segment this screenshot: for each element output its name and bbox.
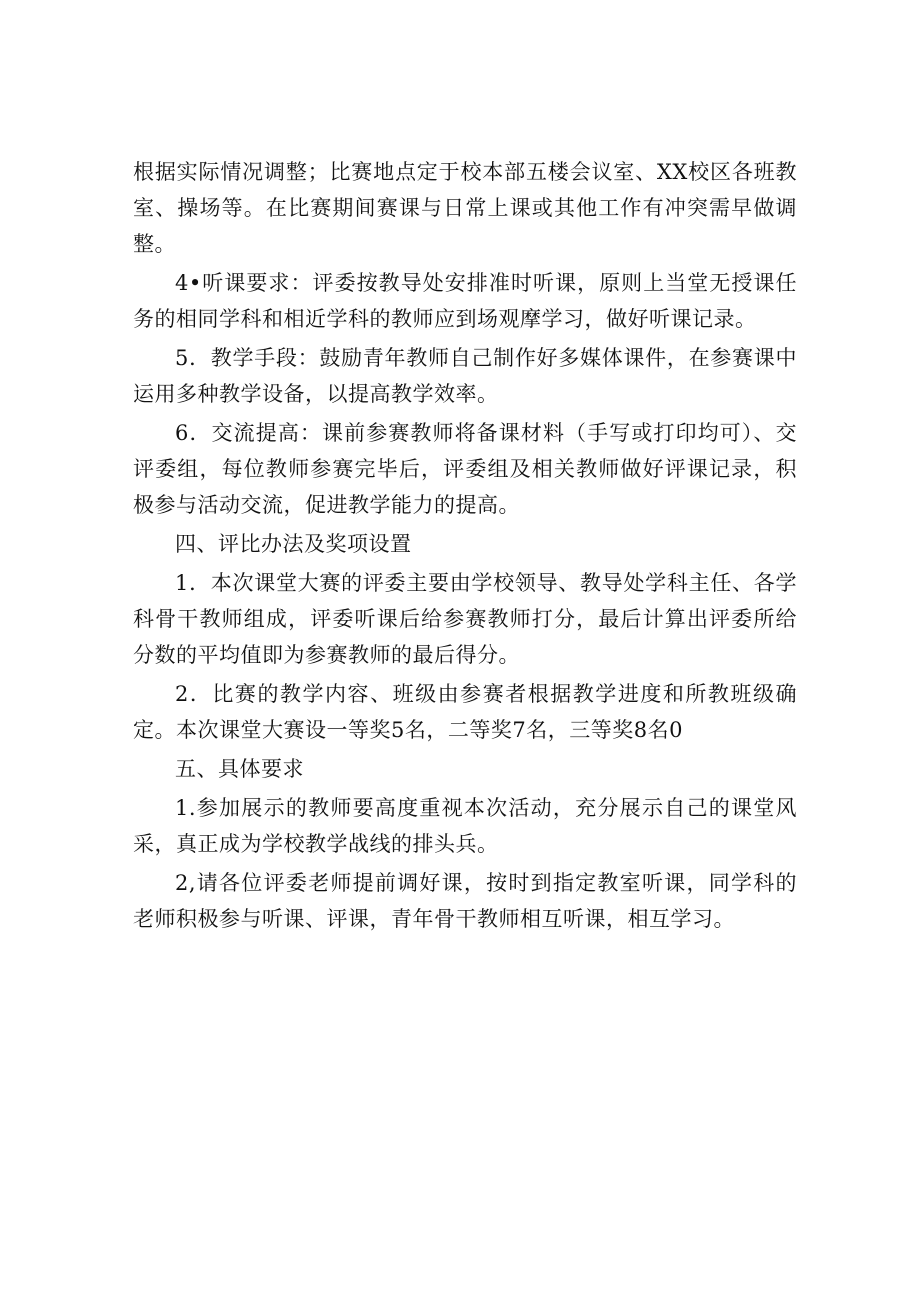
section-heading-requirements: 五、具体要求 <box>175 757 304 781</box>
paragraph-awards: 2．比赛的教学内容、班级由参赛者根据教学进度和所教班级确定。本次课堂大赛设一等奖5名，二等奖7名，三等奖8名0 <box>133 682 797 742</box>
paragraph-requirement-1: 1.参加展示的教师要高度重视本次活动，充分展示自己的课堂风采，真正成为学校教学战线的排头兵。 <box>133 796 797 856</box>
document-body <box>133 154 797 940</box>
paragraph-continuation: 根据实际情况调整；比赛地点定于校本部五楼会议室、XX校区各班教室、操场等。在比赛期间赛课与日常上课或其他工作有冲突需早做调整。 <box>133 160 797 256</box>
section-heading-evaluation: 四、评比办法及奖项设置 <box>175 532 412 556</box>
paragraph-teaching-means: 5．教学手段：鼓励青年教师自己制作好多媒体课件，在参赛课中运用多种教学设备，以提高教学效率。 <box>133 346 797 406</box>
paragraph-exchange-improvement: 6．交流提高：课前参赛教师将备课材料（手写或打印均可）、交评委组，每位教师参赛完毕后，评委组及相关教师做好评课记录，积极参与活动交流，促进教学能力的提高。 <box>133 421 797 517</box>
paragraph-judges: 1．本次课堂大赛的评委主要由学校领导、教导处学科主任、各学科骨干教师组成，评委听课后给参赛教师打分，最后计算出评委所给分数的平均值即为参赛教师的最后得分。 <box>133 571 797 667</box>
paragraph-listening-requirements: 4•听课要求：评委按教导处安排准时听课，原则上当堂无授课任务的相同学科和相近学科的教师应到场观摩学习，做好听课记录。 <box>133 271 797 331</box>
paragraph-requirement-2: 2,请各位评委老师提前调好课，按时到指定教室听课，同学科的老师积极参与听课、评课，青年骨干教师相互听课，相互学习。 <box>133 871 797 931</box>
